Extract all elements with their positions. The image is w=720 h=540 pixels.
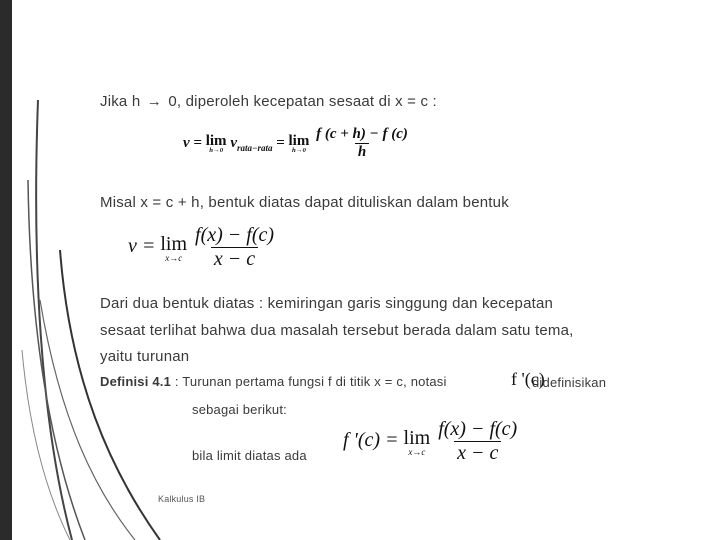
- paragraph-line-c: yaitu turunan: [100, 348, 190, 365]
- derivative-notation: f '(c): [511, 369, 545, 389]
- formula-velocity-limit: v = lim h→0 $v_{rata-rata}$ = lim h→0 $\frac{f (c + h) - f (c)}{h}$: [183, 126, 408, 160]
- paragraph-line-b: sesaat terlihat bahwa dua masalah tersebut berada dalam satu tema,: [100, 322, 574, 339]
- footer-text: Kalkulus IB: [158, 494, 206, 504]
- definition-line2: sebagai berikut:: [192, 402, 287, 417]
- right-arrow-icon: →: [146, 93, 162, 110]
- paragraph-line-a: Dari dua bentuk diatas : kemiringan garis singgung dan kecepatan: [100, 295, 554, 312]
- formula-limit-xc: v = lim x→c $\frac{f(x) - f(c)}{x - c}$: [128, 224, 275, 270]
- definition-line: Definisi 4.1 : Turunan pertama fungsi f di titik x = c, notasi: [100, 374, 447, 389]
- definition-tail: didefinisikan: [532, 375, 607, 390]
- line1-text: Jika h → 0, diperoleh kecepatan sesaat di x = c :: [100, 93, 437, 110]
- formula-derivative-definition: f '(c) = lim x→c $\frac{f(x) - f(c)}{x - c}$: [343, 418, 518, 464]
- line2-text: Misal x = c + h, bentuk diatas dapat dituliskan dalam bentuk: [100, 194, 509, 211]
- condition-text: bila limit diatas ada: [192, 448, 307, 463]
- definition-label: Definisi 4.1: [100, 374, 172, 389]
